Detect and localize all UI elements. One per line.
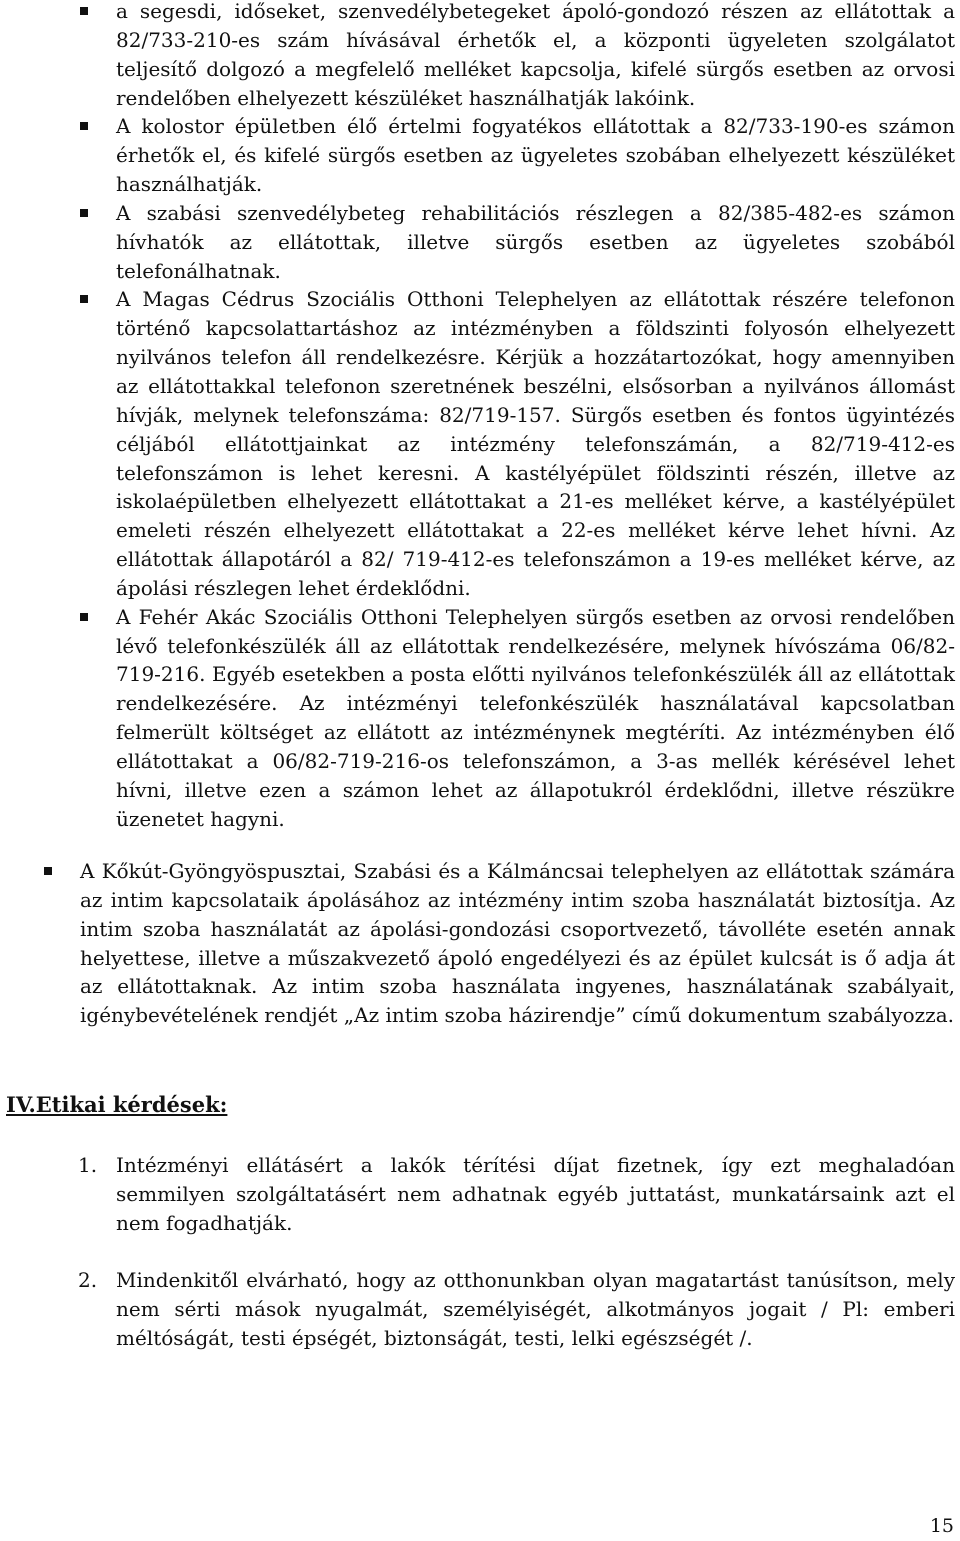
numbered-paragraph bbox=[78, 1266, 955, 1353]
list-item-text: a segesdi, időseket, szenvedélybetegeket ápoló-gondozó részen az ellátottak a 82/733-210-es szám hívásával érhetők el, a központi ügyeleten szolgálatot teljesítő dolgozó a megfelelő melléket kapcsolja, kifelé sürgős esetben az orvosi rendelőben elhelyezett készüléket használhatják lakóink. bbox=[116, 0, 955, 110]
list-item bbox=[116, 199, 955, 286]
list-item bbox=[116, 285, 955, 602]
list-item bbox=[80, 857, 955, 1030]
square-bullet-icon bbox=[80, 613, 88, 621]
list-item bbox=[116, 0, 955, 112]
list-item-text: A Kőkút-Gyöngyöspusztai, Szabási és a Kálmáncsai telephelyen az ellátottak számára az intim kapcsolataik ápolásához az intézmény intim szoba használatát biztosítja. Az intim szoba használatát az ápolási-gondozási csoportvezető, távolléte esetén annak helyettese, illetve a műszakvezető ápoló engedélyezi és az épület kulcsát is ő adja át az ellátottaknak. Az intim szoba használata ingyenes, használatának szabályait, igénybevételének rendjét „Az intim szoba házirendje” című dokumentum szabályozza. bbox=[80, 859, 955, 1028]
square-bullet-icon bbox=[80, 7, 88, 15]
sub-bullet-list bbox=[116, 0, 955, 833]
numbered-item bbox=[78, 1266, 955, 1353]
square-bullet-icon bbox=[80, 209, 88, 217]
numbered-item bbox=[78, 1151, 955, 1238]
page-number: 15 bbox=[929, 1515, 954, 1537]
square-bullet-icon bbox=[80, 295, 88, 303]
square-bullet-icon bbox=[80, 122, 88, 130]
square-bullet-icon bbox=[44, 867, 52, 875]
list-item-text: A szabási szenvedélybeteg rehabilitációs részlegen a 82/385-482-es számon hívhatók az ellátottak, illetve sürgős esetben az ügyeletes szobából telefonálhatnak. bbox=[116, 200, 955, 283]
list-item-text: A Fehér Akác Szociális Otthoni Telephelyen sürgős esetben az orvosi rendelőben lévő telefonkészülék áll az ellátottak rendelkezésére, melynek hívószáma 06/82-719-216. Egyéb esetekben a posta előtti nyilvános telefonkészülék áll az ellátottak rendelkezésére. Az intézményi telefonkészülék használatával kapcsolatban felmerült költséget az ellátott az intézménynek megtéríti. Az intézményben élő ellátottakat a 06/82-719-216-os telefonszámon, a 3-as mellék kérésével lehet hívni, illetve ezen a számon lehet az állapotukról érdeklődni, illetve részükre üzenetet hagyni. bbox=[116, 604, 955, 831]
main-bullet-list bbox=[80, 857, 955, 1030]
item-number: 1. bbox=[78, 1153, 98, 1177]
list-item bbox=[116, 112, 955, 199]
list-item-text: A kolostor épületben élő értelmi fogyatékos ellátottak a 82/733-190-es számon érhetők el, és kifelé sürgős esetben az ügyeletes szobában elhelyezett készüléket használhatják. bbox=[116, 114, 955, 197]
list-item bbox=[116, 603, 955, 834]
numbered-item-text: Mindenkitől elvárható, hogy az otthonunkban olyan magatartást tanúsítson, mely nem sérti mások nyugalmát, személyiségét, alkotmányos jogait / Pl: emberi méltóságát, testi épségét, biztonságát, testi, lelki egészségét /. bbox=[116, 1268, 955, 1350]
numbered-paragraph bbox=[78, 1151, 955, 1238]
section-heading: IV.Etikai kérdések: bbox=[6, 1092, 228, 1117]
list-item-text: A Magas Cédrus Szociális Otthoni Telephelyen az ellátottak részére telefonon történő kapcsolattartáshoz az intézményben a földszinti folyosón elhelyezett nyilvános telefon áll rendelkezésre. Kérjük a hozzátartozókat, hogy amennyiben az ellátottakkal telefonon szeretnének beszélni, elsősorban a nyilvános állomást hívják, melynek telefonszáma: 82/719-157. Sürgős esetben és fontos ügyintézés céljából ellátottjainkat az intézmény telefonszámán, a 82/719-412-es telefonszámon is lehet keresni. A kastélyépület földszinti részén, illetve az iskolaépületben elhelyezett ellátottakat a 21-es melléket kérve, a kastélyépület emeleti részén elhelyezett ellátottakat a 22-es melléket kérve lehet hívni. Az ellátottak állapotáról a 82/ 719-412-es telefonszámon a 19-es melléket kérve, az ápolási részlegen lehet érdeklődni. bbox=[116, 287, 955, 600]
numbered-item-text: Intézményi ellátásért a lakók térítési díjat fizetnek, így ezt meghaladóan semmilyen szolgáltatásért nem adhatnak egyéb juttatást, munkatársaink azt el nem fogadhatják. bbox=[116, 1153, 955, 1235]
item-number: 2. bbox=[78, 1268, 98, 1292]
